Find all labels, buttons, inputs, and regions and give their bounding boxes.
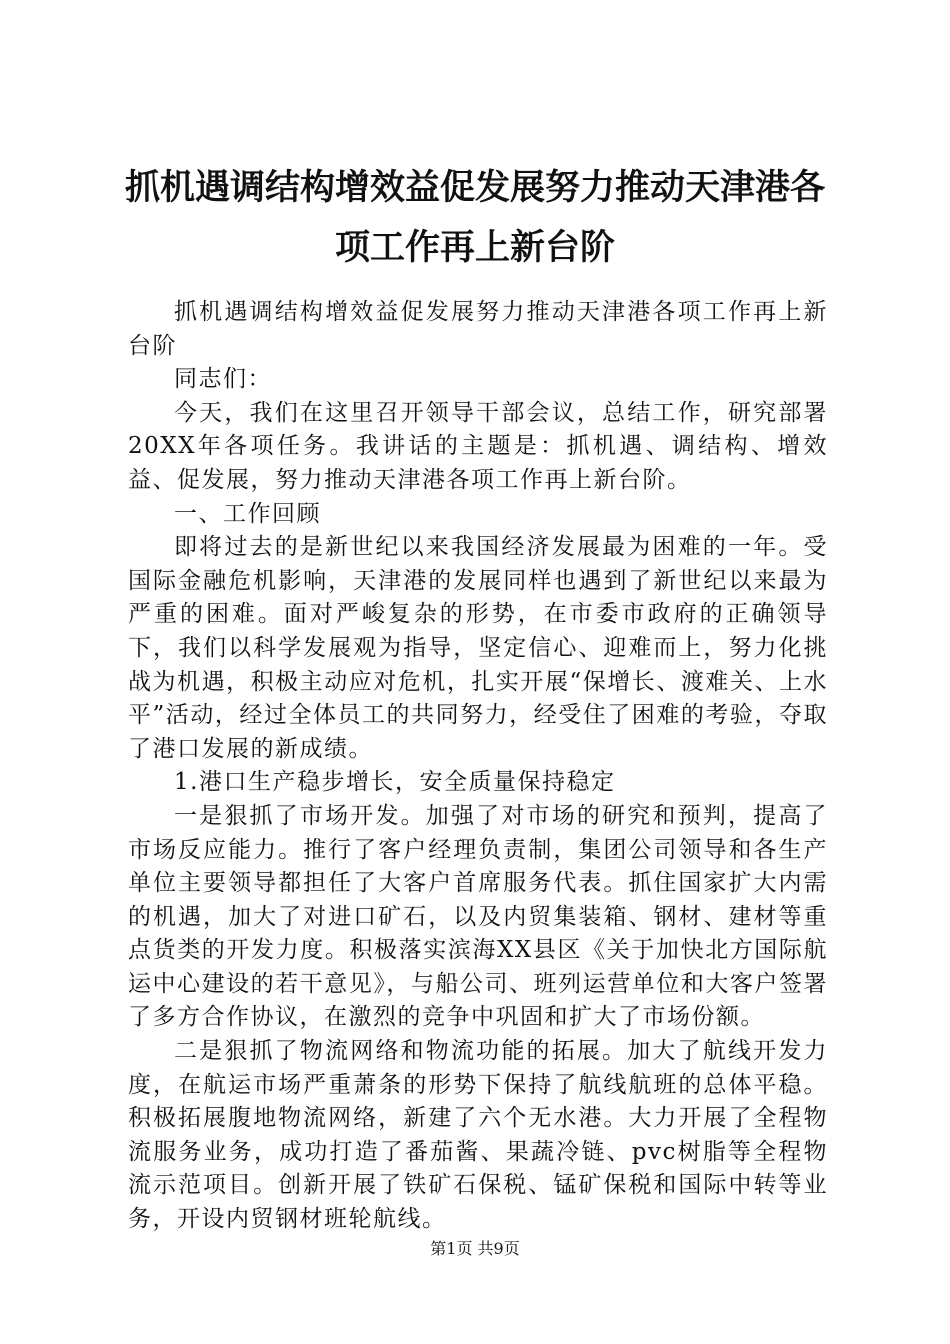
paragraph-review: 即将过去的是新世纪以来我国经济发展最为困难的一年。受国际金融危机影响，天津港的发展同样也遇到了新世纪以来最为严重的困难。面对严峻复杂的形势，在市委市政府的正确领导下，我们以科学发展观为指导，坚定信心、迎难而上，努力化挑战为机遇，积极主动应对危机，扎实开展“保增长、渡难关、上水平”活动，经过全体员工的共同努力，经受住了困难的考验，夺取了港口发展的新成绩。: [128, 534, 828, 762]
paragraph-salutation: 同志们：: [174, 366, 272, 393]
document-title: 抓机遇调结构增效益促发展努力推动天津港各项工作再上新台阶: [124, 167, 825, 268]
page-number-footer: 第1页 共9页: [430, 1239, 520, 1258]
section-heading-review: 一、工作回顾: [174, 500, 321, 527]
subsection-heading-production: 1.港口生产稳步增长，安全质量保持稳定: [174, 769, 616, 796]
paragraph-intro: 今天，我们在这里召开领导干部会议，总结工作，研究部署20XX年各项任务。我讲话的主题是：抓机遇、调结构、增效益、促发展，努力推动天津港各项工作再上新台阶。: [128, 399, 828, 493]
paragraph-logistics-network: 二是狠抓了物流网络和物流功能的拓展。加大了航线开发力度，在航运市场严重萧条的形势下保持了航线航班的总体平稳。积极拓展腹地物流网络，新建了六个无水港。大力开展了全程物流服务业务，成功打造了番茄酱、果蔬冷链、pvc树脂等全程物流示范项目。创新开展了铁矿石保税、锰矿保税和国际中转等业务，开设内贸钢材班轮航线。: [128, 1038, 828, 1233]
document-body: [128, 296, 828, 1237]
paragraph-title-repeat: 抓机遇调结构增效益促发展努力推动天津港各项工作再上新台阶: [128, 299, 828, 359]
paragraph-market-development: 一是狠抓了市场开发。加强了对市场的研究和预判，提高了市场反应能力。推行了客户经理负责制，集团公司领导和各生产单位主要领导都担任了大客户首席服务代表。抓住国家扩大内需的机遇，加大了对进口矿石，以及内贸集装箱、钢材、建材等重点货类的开发力度。积极落实滨海XX县区《关于加快北方国际航运中心建设的若干意见》，与船公司、班列运营单位和大客户签署了多方合作协议，在激烈的竞争中巩固和扩大了市场份额。: [128, 802, 828, 1031]
